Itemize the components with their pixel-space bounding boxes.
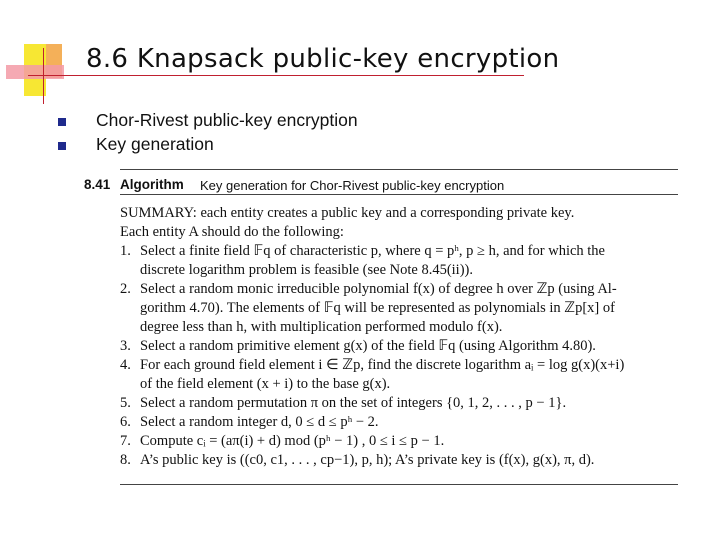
algorithm-top-rule bbox=[120, 169, 678, 170]
algorithm-box bbox=[84, 172, 678, 468]
summary-line: Each entity A should do the following: bbox=[120, 224, 344, 240]
algorithm-bottom-rule bbox=[120, 484, 678, 485]
algorithm-header bbox=[84, 172, 678, 194]
algorithm-header-rule bbox=[120, 194, 678, 195]
algorithm-step bbox=[120, 413, 678, 432]
summary-line: SUMMARY: each entity creates a public key and a corresponding private key. bbox=[120, 205, 575, 221]
step-text: A’s public key is ((c0, c1, . . . , cp−1), p, h); A’s private key is (f(x), g(x), π, d). bbox=[140, 452, 595, 468]
algorithm-step bbox=[120, 451, 678, 470]
algorithm-step bbox=[120, 242, 678, 280]
step-number: 7. bbox=[120, 433, 131, 449]
algorithm-label: Algorithm bbox=[120, 177, 184, 192]
bullet-text: Key generation bbox=[96, 134, 214, 154]
algorithm-step bbox=[120, 356, 678, 394]
step-number: 5. bbox=[120, 395, 131, 411]
algorithm-step bbox=[120, 280, 678, 337]
step-number: 3. bbox=[120, 338, 131, 354]
step-text: Select a random permutation π on the set of integers {0, 1, 2, . . . , p − 1}. bbox=[140, 395, 567, 411]
bullet-item bbox=[58, 132, 358, 156]
decoration-vertical-line bbox=[43, 48, 44, 104]
step-text: discrete logarithm problem is feasible (see Note 8.45(ii)). bbox=[140, 262, 473, 278]
step-text: degree less than h, with multiplication performed modulo f(x). bbox=[140, 319, 503, 335]
algorithm-title: Key generation for Chor-Rivest public-key encryption bbox=[200, 178, 505, 193]
step-number: 1. bbox=[120, 243, 131, 259]
step-text: Select a random monic irreducible polynomial f(x) of degree h over ℤp (using Al- bbox=[140, 281, 617, 297]
step-number: 4. bbox=[120, 357, 131, 373]
step-text: Select a random primitive element g(x) of the field 𝔽q (using Algorithm 4.80). bbox=[140, 338, 596, 354]
step-text: gorithm 4.70). The elements of 𝔽q will be represented as polynomials in ℤp[x] of bbox=[140, 300, 615, 316]
algorithm-body bbox=[120, 204, 678, 470]
step-text: For each ground field element i ∈ ℤp, find the discrete logarithm aᵢ = log g(x)(x+i) bbox=[140, 357, 625, 373]
step-number: 2. bbox=[120, 281, 131, 297]
decoration-pink-bar bbox=[6, 65, 64, 79]
step-text: Select a random integer d, 0 ≤ d ≤ pʰ − 2. bbox=[140, 414, 379, 430]
algorithm-number: 8.41 bbox=[84, 177, 111, 192]
bullet-text: Chor-Rivest public-key encryption bbox=[96, 110, 358, 130]
step-number: 8. bbox=[120, 452, 131, 468]
step-number: 6. bbox=[120, 414, 131, 430]
slide-title: 8.6 Knapsack public-key encryption bbox=[86, 44, 560, 74]
algorithm-step bbox=[120, 337, 678, 356]
square-bullet-icon bbox=[58, 118, 66, 126]
square-bullet-icon bbox=[58, 142, 66, 150]
bullet-list bbox=[58, 108, 358, 156]
bullet-item bbox=[58, 108, 358, 132]
step-text: of the field element (x + i) to the base g(x). bbox=[140, 376, 391, 392]
decoration-horizontal-line bbox=[28, 75, 524, 76]
algorithm-step bbox=[120, 394, 678, 413]
algorithm-step bbox=[120, 432, 678, 451]
step-text: Compute cᵢ = (aπ(i) + d) mod (pʰ − 1) , 0 ≤ i ≤ p − 1. bbox=[140, 433, 445, 449]
step-text: Select a finite field 𝔽q of characteristic p, where q = pʰ, p ≥ h, and for which the bbox=[140, 243, 605, 259]
